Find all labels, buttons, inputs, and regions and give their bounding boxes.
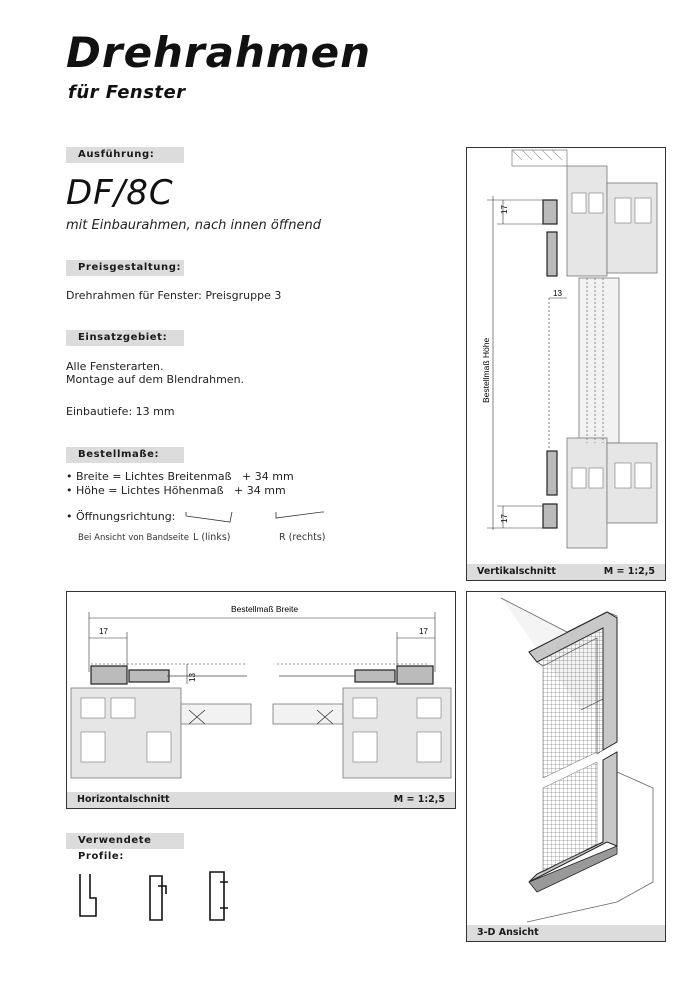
section-label-bestell: Bestellmaße: xyxy=(66,447,184,463)
horizontal-dim-depth: 13 xyxy=(188,673,197,682)
page-subtitle: für Fenster xyxy=(68,82,186,103)
einbautiefe-text: Einbautiefe: 13 mm xyxy=(66,405,175,418)
horizontal-caption-bar xyxy=(67,792,455,808)
profile-shapes xyxy=(70,868,250,928)
vertical-dim-label: Bestellmaß Höhe xyxy=(481,337,491,403)
profile-1 xyxy=(80,874,96,916)
section-label-profile: Verwendete Profile: xyxy=(66,833,184,849)
bestell-hoehe: • Höhe = Lichtes Höhenmaß + 34 mm xyxy=(66,484,286,497)
einsatz-line-2: Montage auf dem Blendrahmen. xyxy=(66,373,245,386)
horizontal-section-panel xyxy=(66,591,456,809)
vertical-caption: Vertikalschnitt xyxy=(477,566,556,577)
horizontal-section-drawing xyxy=(67,592,455,792)
3d-caption-bar xyxy=(467,925,665,941)
profile-2 xyxy=(150,876,162,920)
bandseite-note: Bei Ansicht von Bandseite xyxy=(78,533,189,543)
horizontal-dim-left: 17 xyxy=(99,627,108,636)
horizontal-dim-right: 17 xyxy=(419,627,428,636)
preis-text: Drehrahmen für Fenster: Preisgruppe 3 xyxy=(66,289,282,302)
vertical-dim-bottom: 17 xyxy=(500,514,509,523)
horizontal-caption: Horizontalschnitt xyxy=(77,794,170,805)
model-description: mit Einbaurahmen, nach innen öffnend xyxy=(66,218,321,233)
oeffnungsrichtung-label: • Öffnungsrichtung: xyxy=(66,510,176,523)
vertical-scale: M = 1:2,5 xyxy=(603,566,655,577)
opening-direction-icon xyxy=(184,508,344,526)
horizontal-dim-label: Bestellmaß Breite xyxy=(231,604,299,614)
3d-caption: 3-D Ansicht xyxy=(477,927,539,938)
section-label-einsatz: Einsatzgebiet: xyxy=(66,330,184,346)
opening-left-label: L (links) xyxy=(193,532,231,543)
horizontal-scale: M = 1:2,5 xyxy=(393,794,445,805)
page-title: Drehrahmen xyxy=(66,28,372,77)
vertical-section-drawing xyxy=(467,148,665,564)
section-label-ausfuehrung: Ausführung: xyxy=(66,147,184,163)
einsatz-line-1: Alle Fensterarten. xyxy=(66,360,164,373)
bestell-breite: • Breite = Lichtes Breitenmaß + 34 mm xyxy=(66,470,294,483)
3d-view-panel xyxy=(466,591,666,942)
vertical-section-panel xyxy=(466,147,666,581)
vertical-dim-top: 17 xyxy=(500,205,509,214)
opening-right-label: R (rechts) xyxy=(279,532,326,543)
model-number: DF/8C xyxy=(66,173,174,213)
section-label-preis: Preisgestaltung: xyxy=(66,260,184,276)
vertical-caption-bar xyxy=(467,564,665,580)
vertical-dim-depth: 13 xyxy=(553,289,562,298)
profile-3 xyxy=(210,872,224,920)
3d-view-drawing xyxy=(467,592,665,925)
